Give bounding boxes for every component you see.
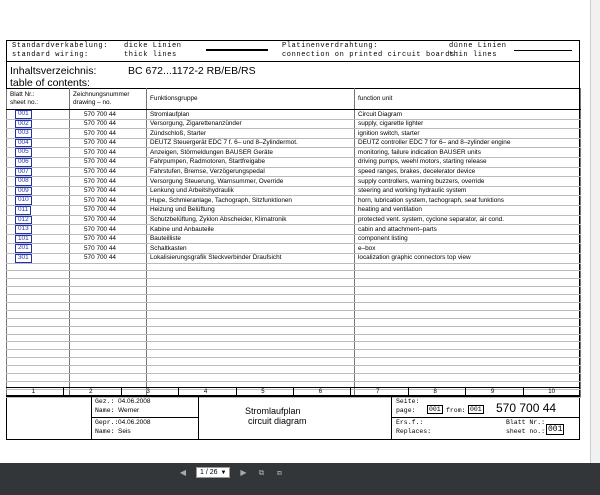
empty-cell <box>70 295 147 303</box>
empty-cell <box>147 326 355 334</box>
column-separator <box>465 388 466 396</box>
column-separator <box>523 388 524 396</box>
empty-row <box>7 287 581 295</box>
toc-table <box>6 88 581 398</box>
empty-cell <box>70 302 147 310</box>
function-unit-cell: speed ranges, brakes, decelerator device <box>355 167 581 177</box>
function-group-cell: Kabine und Anbauteile <box>147 225 355 235</box>
empty-cell <box>7 295 70 303</box>
empty-cell <box>355 366 581 374</box>
drawn-name: Werner <box>118 407 140 414</box>
empty-cell <box>70 350 147 358</box>
table-row <box>7 148 581 158</box>
checked-name-label: Name: <box>95 428 115 435</box>
function-unit-cell: component listing <box>355 234 581 244</box>
empty-row <box>7 342 581 350</box>
previous-page-icon[interactable]: ◀ <box>179 468 187 477</box>
function-unit-cell: e–box <box>355 244 581 254</box>
empty-row <box>7 310 581 318</box>
sheet-value-box: 001 <box>548 425 563 434</box>
sheet-no-cell <box>7 205 70 215</box>
table-row <box>7 110 581 120</box>
title-block <box>6 396 580 440</box>
empty-row <box>7 373 581 381</box>
empty-cell <box>355 350 581 358</box>
drawing-no-cell: 570 700 44 <box>70 215 147 225</box>
empty-cell <box>147 350 355 358</box>
sheet-no-link[interactable]: 004 <box>15 139 32 148</box>
function-unit-cell: supply controllers, warning buzzers, override <box>355 177 581 187</box>
empty-cell <box>70 326 147 334</box>
sheet-no-link[interactable]: 001 <box>15 110 32 119</box>
column-separator <box>293 388 294 396</box>
empty-cell <box>355 310 581 318</box>
empty-cell <box>7 373 70 381</box>
empty-cell <box>355 263 581 271</box>
drawn-name-label: Name: <box>95 407 115 414</box>
empty-cell <box>70 287 147 295</box>
function-group-cell: Lokalisierungsgrafik Steckverbinder Draufsicht <box>147 253 355 263</box>
sheet-no-cell <box>7 234 70 244</box>
table-row <box>7 119 581 129</box>
drawing-no-cell: 570 700 44 <box>70 129 147 139</box>
drawing-no-cell: 570 700 44 <box>70 234 147 244</box>
wiring-legend <box>6 40 580 62</box>
function-group-cell: Zündschloß, Starter <box>147 129 355 139</box>
empty-cell <box>355 342 581 350</box>
column-number-label: 3 <box>146 389 150 395</box>
empty-cell <box>147 334 355 342</box>
tb-top-border <box>6 396 580 397</box>
function-group-header: Funktionsgruppe <box>147 89 355 110</box>
table-row <box>7 129 581 139</box>
pdf-viewer-toolbar <box>0 463 600 495</box>
empty-cell <box>7 310 70 318</box>
empty-row <box>7 318 581 326</box>
fit-page-icon[interactable]: ⧈ <box>276 467 283 477</box>
column-number-label: 6 <box>318 389 323 395</box>
drawing-number: 570 700 44 <box>496 401 557 415</box>
empty-cell <box>355 373 581 381</box>
sheet-no-cell <box>7 177 70 187</box>
empty-cell <box>355 295 581 303</box>
column-separator <box>121 388 122 396</box>
table-row <box>7 253 581 263</box>
function-unit-cell: steering and working hydraulic system <box>355 186 581 196</box>
empty-cell <box>147 342 355 350</box>
sheet-no-link[interactable]: 101 <box>15 235 32 244</box>
sheet-no-link[interactable]: 008 <box>15 177 32 186</box>
column-number-label: 9 <box>490 389 495 395</box>
function-unit-cell: driving pumps, weehl motors, starting release <box>355 157 581 167</box>
table-row <box>7 244 581 254</box>
function-group-cell: Schaltkasten <box>147 244 355 254</box>
empty-cell <box>7 318 70 326</box>
sheet-no-cell <box>7 129 70 139</box>
empty-cell <box>355 334 581 342</box>
sheet-no-cell <box>7 244 70 254</box>
empty-cell <box>147 358 355 366</box>
empty-row <box>7 263 581 271</box>
empty-cell <box>355 279 581 287</box>
checked-date: 04.06.2008 <box>118 419 151 426</box>
tb-divider-1 <box>91 396 92 440</box>
page-label-de: Seite: <box>396 398 420 405</box>
sheet-no-link[interactable]: 013 <box>15 225 32 234</box>
std-wiring-value-de: dicke Linien <box>124 42 182 50</box>
function-unit-header: function unit <box>355 89 581 110</box>
empty-cell <box>70 358 147 366</box>
checked-label: Gepr.: <box>95 419 119 426</box>
sheet-no-header-de: Blatt Nr.: <box>10 91 35 98</box>
empty-cell <box>7 366 70 374</box>
sheet-label-de: Blatt Nr.: <box>506 419 546 426</box>
function-unit-cell: protected vent. system, cyclone separator, air cond. <box>355 215 581 225</box>
empty-cell <box>70 263 147 271</box>
empty-cell <box>70 318 147 326</box>
thick-line-sample <box>206 49 268 51</box>
empty-cell <box>70 342 147 350</box>
empty-cell <box>7 334 70 342</box>
sheet-no-cell <box>7 225 70 235</box>
empty-cell <box>70 310 147 318</box>
column-number-label: 8 <box>433 389 437 395</box>
function-group-cell: Bauteilliste <box>147 234 355 244</box>
empty-row <box>7 326 581 334</box>
function-group-cell: Fahrstufen, Bremse, Verzögerungspedal <box>147 167 355 177</box>
empty-cell <box>7 263 70 271</box>
column-separator <box>178 388 179 396</box>
page-navigation <box>178 467 284 478</box>
column-number-strip <box>6 387 580 396</box>
thin-line-sample <box>514 50 572 51</box>
empty-row <box>7 271 581 279</box>
std-wiring-label-en: standard wiring: <box>12 51 89 59</box>
function-unit-cell: heating and ventilation <box>355 205 581 215</box>
pcb-wiring-value-de: dünne Linien <box>449 42 507 50</box>
function-group-cell: Versorgung, Zigarettenanzünder <box>147 119 355 129</box>
tb-divider-2 <box>198 396 199 440</box>
empty-row <box>7 279 581 287</box>
empty-row <box>7 366 581 374</box>
column-number-label: 10 <box>548 389 555 395</box>
function-group-cell: Heizung und Belüftung <box>147 205 355 215</box>
empty-row <box>7 334 581 342</box>
drawing-no-cell: 570 700 44 <box>70 167 147 177</box>
viewer-side-strip <box>590 0 600 463</box>
sheet-no-header <box>7 89 70 110</box>
sheet-no-cell <box>7 253 70 263</box>
toc-header-row <box>7 89 581 110</box>
column-number-label: 7 <box>376 389 380 395</box>
empty-cell <box>70 279 147 287</box>
drawing-no-cell: 570 700 44 <box>70 244 147 254</box>
empty-row <box>7 358 581 366</box>
function-group-cell: Versorgung Steuerung, Warnsummer, Override <box>147 177 355 187</box>
empty-cell <box>7 350 70 358</box>
empty-cell <box>7 326 70 334</box>
replaces-label-en: Replaces: <box>396 428 432 435</box>
empty-cell <box>70 334 147 342</box>
empty-cell <box>355 287 581 295</box>
drawing-no-cell: 570 700 44 <box>70 196 147 206</box>
sheet-no-link[interactable]: 002 <box>15 120 32 129</box>
drawing-no-cell: 570 700 44 <box>70 119 147 129</box>
empty-cell <box>70 373 147 381</box>
pcb-wiring-label-en: connection on printed circuit boards: <box>282 51 460 59</box>
drawing-no-cell: 570 700 44 <box>70 177 147 187</box>
drawn-date: 04.06.2008 <box>118 398 151 405</box>
function-group-cell: Lenkung und Arbeitshydraulik <box>147 186 355 196</box>
drawing-no-header-de: Zeichnungsnummer <box>73 91 130 98</box>
empty-cell <box>147 279 355 287</box>
empty-cell <box>355 318 581 326</box>
drawing-no-cell: 570 700 44 <box>70 157 147 167</box>
tb-h-divider-right <box>391 417 580 418</box>
empty-cell <box>355 302 581 310</box>
sheet-no-cell <box>7 196 70 206</box>
from-label: from: <box>446 407 466 414</box>
column-separator <box>236 388 237 396</box>
column-separator <box>408 388 409 396</box>
page-value-box: 001 <box>429 406 441 413</box>
toc-title-en: table of contents: <box>10 77 90 89</box>
function-unit-cell: cabin and attachment–parts <box>355 225 581 235</box>
std-wiring-value-en: thick lines <box>124 51 177 59</box>
model-designation: BC 672...1172-2 RB/EB/RS <box>128 65 256 77</box>
function-unit-cell: Circuit Diagram <box>355 110 581 120</box>
function-group-cell: Hupe, Schmieranlage, Tachograph, Sitzfunktionen <box>147 196 355 206</box>
table-row <box>7 138 581 148</box>
sheet-no-link[interactable]: 009 <box>15 187 32 196</box>
replaces-label-de: Ers.f.: <box>396 419 424 426</box>
sheet-no-link[interactable]: 005 <box>15 148 32 157</box>
sheet-no-cell <box>7 119 70 129</box>
empty-cell <box>147 271 355 279</box>
empty-cell <box>147 318 355 326</box>
empty-cell <box>355 358 581 366</box>
checked-name: Seis <box>118 428 131 435</box>
empty-cell <box>147 287 355 295</box>
function-unit-cell: localization graphic connectors top view <box>355 253 581 263</box>
function-group-cell: Schutzbelüftung, Zyklon Abscheider, Klimatronik <box>147 215 355 225</box>
drawing-no-cell: 570 700 44 <box>70 225 147 235</box>
drawing-no-cell: 570 700 44 <box>70 110 147 120</box>
drawing-no-cell: 570 700 44 <box>70 205 147 215</box>
sheet-no-cell <box>7 148 70 158</box>
sheet-no-cell <box>7 157 70 167</box>
drawing-no-header <box>70 89 147 110</box>
sheet-no-link[interactable]: 007 <box>15 168 32 177</box>
sheet-no-cell <box>7 186 70 196</box>
empty-cell <box>7 358 70 366</box>
function-group-cell: Stromlaufplan <box>147 110 355 120</box>
sheet-no-link[interactable]: 201 <box>15 244 32 253</box>
empty-cell <box>7 271 70 279</box>
empty-cell <box>70 366 147 374</box>
sheet-no-link[interactable]: 012 <box>15 216 32 225</box>
empty-cell <box>355 271 581 279</box>
table-row <box>7 205 581 215</box>
column-number-label: 4 <box>203 389 208 395</box>
std-wiring-label-de: Standardverkabelung: <box>12 42 109 50</box>
toc-body <box>7 110 581 398</box>
empty-cell <box>147 263 355 271</box>
drawn-label: Gez.: <box>95 398 115 405</box>
drawing-no-cell: 570 700 44 <box>70 253 147 263</box>
function-unit-cell: horn, lubrication system, tachograph, seat funktions <box>355 196 581 206</box>
empty-cell <box>147 302 355 310</box>
drawing-title-en: circuit diagram <box>248 416 307 426</box>
function-unit-cell: DEUTZ controller EDC 7 for 6– and 8–zylinder engine <box>355 138 581 148</box>
empty-cell <box>7 342 70 350</box>
chevron-down-icon: ▼ <box>220 469 227 476</box>
function-group-cell: DEUTZ Steuergerät EDC 7 f. 6– und 8–Zylindermot. <box>147 138 355 148</box>
pcb-wiring-value-en: thin lines <box>449 51 498 59</box>
zoom-icon[interactable]: ⧉ <box>258 467 265 477</box>
function-unit-cell: supply, cigarette lighter <box>355 119 581 129</box>
page-display: 1 / 26 <box>200 469 218 476</box>
sheet-no-cell <box>7 215 70 225</box>
sheet-no-link[interactable]: 003 <box>15 129 32 138</box>
empty-cell <box>147 310 355 318</box>
sheet-no-cell <box>7 167 70 177</box>
empty-cell <box>355 326 581 334</box>
drawing-title-de: Stromlaufplan <box>245 406 301 416</box>
table-row <box>7 225 581 235</box>
column-number-label: 1 <box>31 389 36 395</box>
table-row <box>7 215 581 225</box>
column-separator <box>350 388 351 396</box>
tb-divider-3 <box>391 396 392 440</box>
empty-cell <box>147 373 355 381</box>
drawing-no-cell: 570 700 44 <box>70 186 147 196</box>
page-label-en: page: <box>396 407 416 414</box>
from-value-box: 001 <box>470 406 482 413</box>
table-row <box>7 157 581 167</box>
pcb-wiring-label-de: Platinenverdrahtung: <box>282 42 379 50</box>
page-selector[interactable] <box>196 467 230 478</box>
column-number-label: 2 <box>89 389 93 395</box>
sheet-no-link[interactable]: 006 <box>15 158 32 167</box>
drawing-no-cell: 570 700 44 <box>70 138 147 148</box>
sheet-label-en: sheet no.: <box>506 428 546 435</box>
drawing-no-header-en: drawing – no. <box>73 99 112 106</box>
empty-row <box>7 350 581 358</box>
table-row <box>7 234 581 244</box>
toc-title-de: Inhaltsverzeichnis: <box>10 65 97 77</box>
table-row <box>7 186 581 196</box>
empty-cell <box>147 295 355 303</box>
next-page-icon[interactable]: ▶ <box>240 468 247 477</box>
column-separator <box>63 388 64 396</box>
sheet-no-header-en: sheet no.: <box>10 99 39 106</box>
table-row <box>7 167 581 177</box>
empty-cell <box>7 302 70 310</box>
sheet-no-cell <box>7 110 70 120</box>
tb-h-divider-left <box>91 417 198 418</box>
function-unit-cell: ignition switch, starter <box>355 129 581 139</box>
column-number-label: 5 <box>261 389 265 395</box>
sheet-no-link[interactable]: 011 <box>15 206 31 215</box>
sheet-no-link[interactable]: 301 <box>15 254 32 263</box>
sheet-no-link[interactable]: 010 <box>15 196 32 205</box>
table-row <box>7 177 581 187</box>
empty-cell <box>7 279 70 287</box>
empty-row <box>7 295 581 303</box>
empty-cell <box>147 366 355 374</box>
sheet-no-cell <box>7 138 70 148</box>
empty-row <box>7 302 581 310</box>
function-group-cell: Anzeigen, Störmeldungen BAUSER Geräte <box>147 148 355 158</box>
empty-cell <box>7 287 70 295</box>
empty-cell <box>70 271 147 279</box>
table-row <box>7 196 581 206</box>
function-group-cell: Fahrpumpen, Radmotoren, Startfreigabe <box>147 157 355 167</box>
function-unit-cell: monitoring, failure indication BAUSER units <box>355 148 581 158</box>
drawing-no-cell: 570 700 44 <box>70 148 147 158</box>
